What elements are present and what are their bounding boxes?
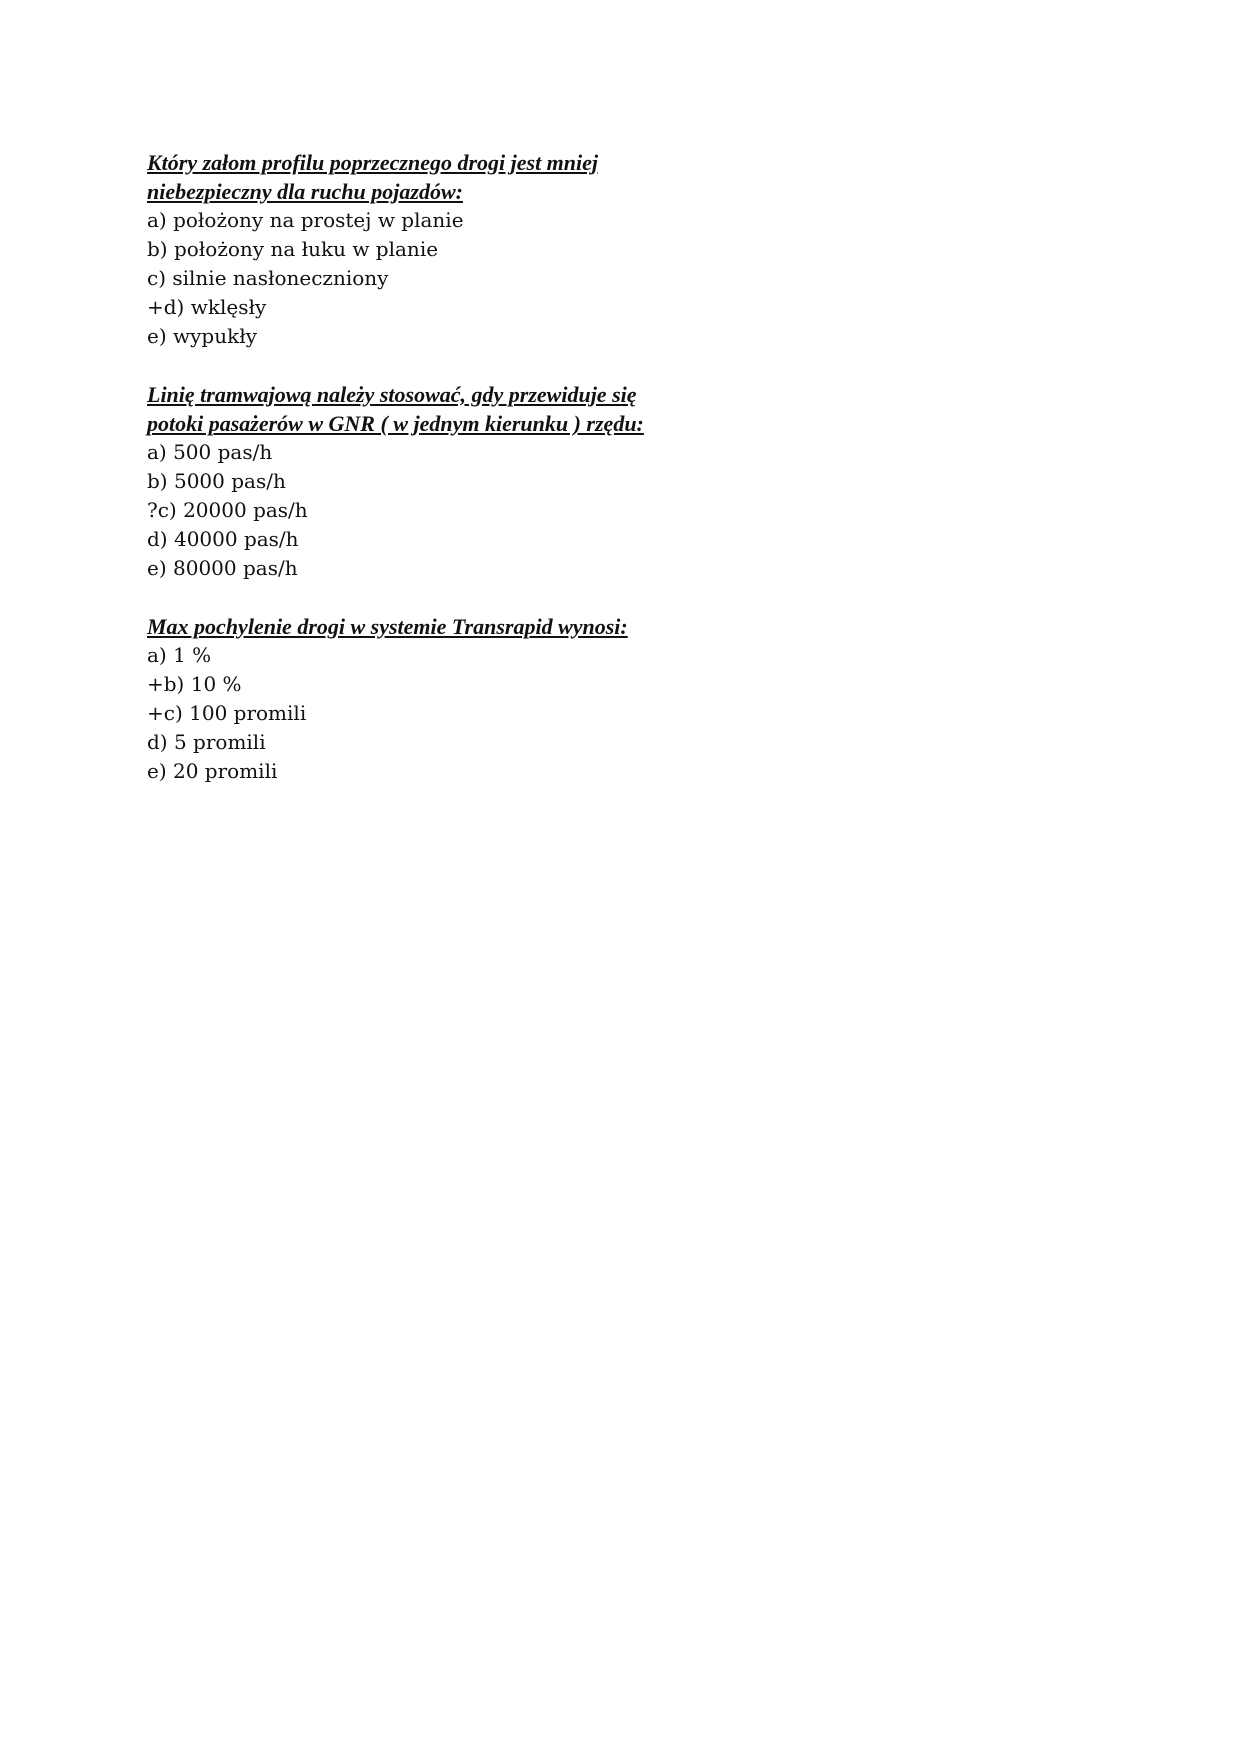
answer-option: a) położony na prostej w planie bbox=[147, 208, 464, 232]
answer-option: a) 1 % bbox=[147, 643, 212, 667]
question-2 bbox=[147, 380, 707, 583]
answer-option: b) położony na łuku w planie bbox=[147, 237, 439, 261]
answer-option: c) silnie nasłoneczniony bbox=[147, 266, 389, 290]
answer-option: +d) wklęsły bbox=[147, 295, 267, 319]
document-content bbox=[147, 148, 707, 815]
answer-list bbox=[147, 641, 707, 786]
question-3 bbox=[147, 612, 707, 786]
answer-option: +b) 10 % bbox=[147, 672, 242, 696]
question-1 bbox=[147, 148, 707, 351]
answer-option: e) wypukły bbox=[147, 324, 257, 348]
answer-option: a) 500 pas/h bbox=[147, 440, 273, 464]
answer-list bbox=[147, 206, 707, 351]
answer-option: ?c) 20000 pas/h bbox=[147, 498, 308, 522]
question-title: Max pochylenie drogi w systemie Transrapid wynosi: bbox=[147, 614, 628, 639]
answer-option: e) 20 promili bbox=[147, 759, 278, 783]
answer-option: d) 40000 pas/h bbox=[147, 527, 299, 551]
question-title: Linię tramwajową należy stosować, gdy przewiduje się potoki pasażerów w GNR ( w jednym kierunku ) rzędu: bbox=[147, 382, 644, 436]
answer-option: b) 5000 pas/h bbox=[147, 469, 286, 493]
question-title: Który załom profilu poprzecznego drogi jest mniej niebezpieczny dla ruchu pojazdów: bbox=[147, 150, 599, 204]
answer-option: +c) 100 promili bbox=[147, 701, 307, 725]
answer-option: e) 80000 pas/h bbox=[147, 556, 298, 580]
answer-list bbox=[147, 438, 707, 583]
answer-option: d) 5 promili bbox=[147, 730, 266, 754]
